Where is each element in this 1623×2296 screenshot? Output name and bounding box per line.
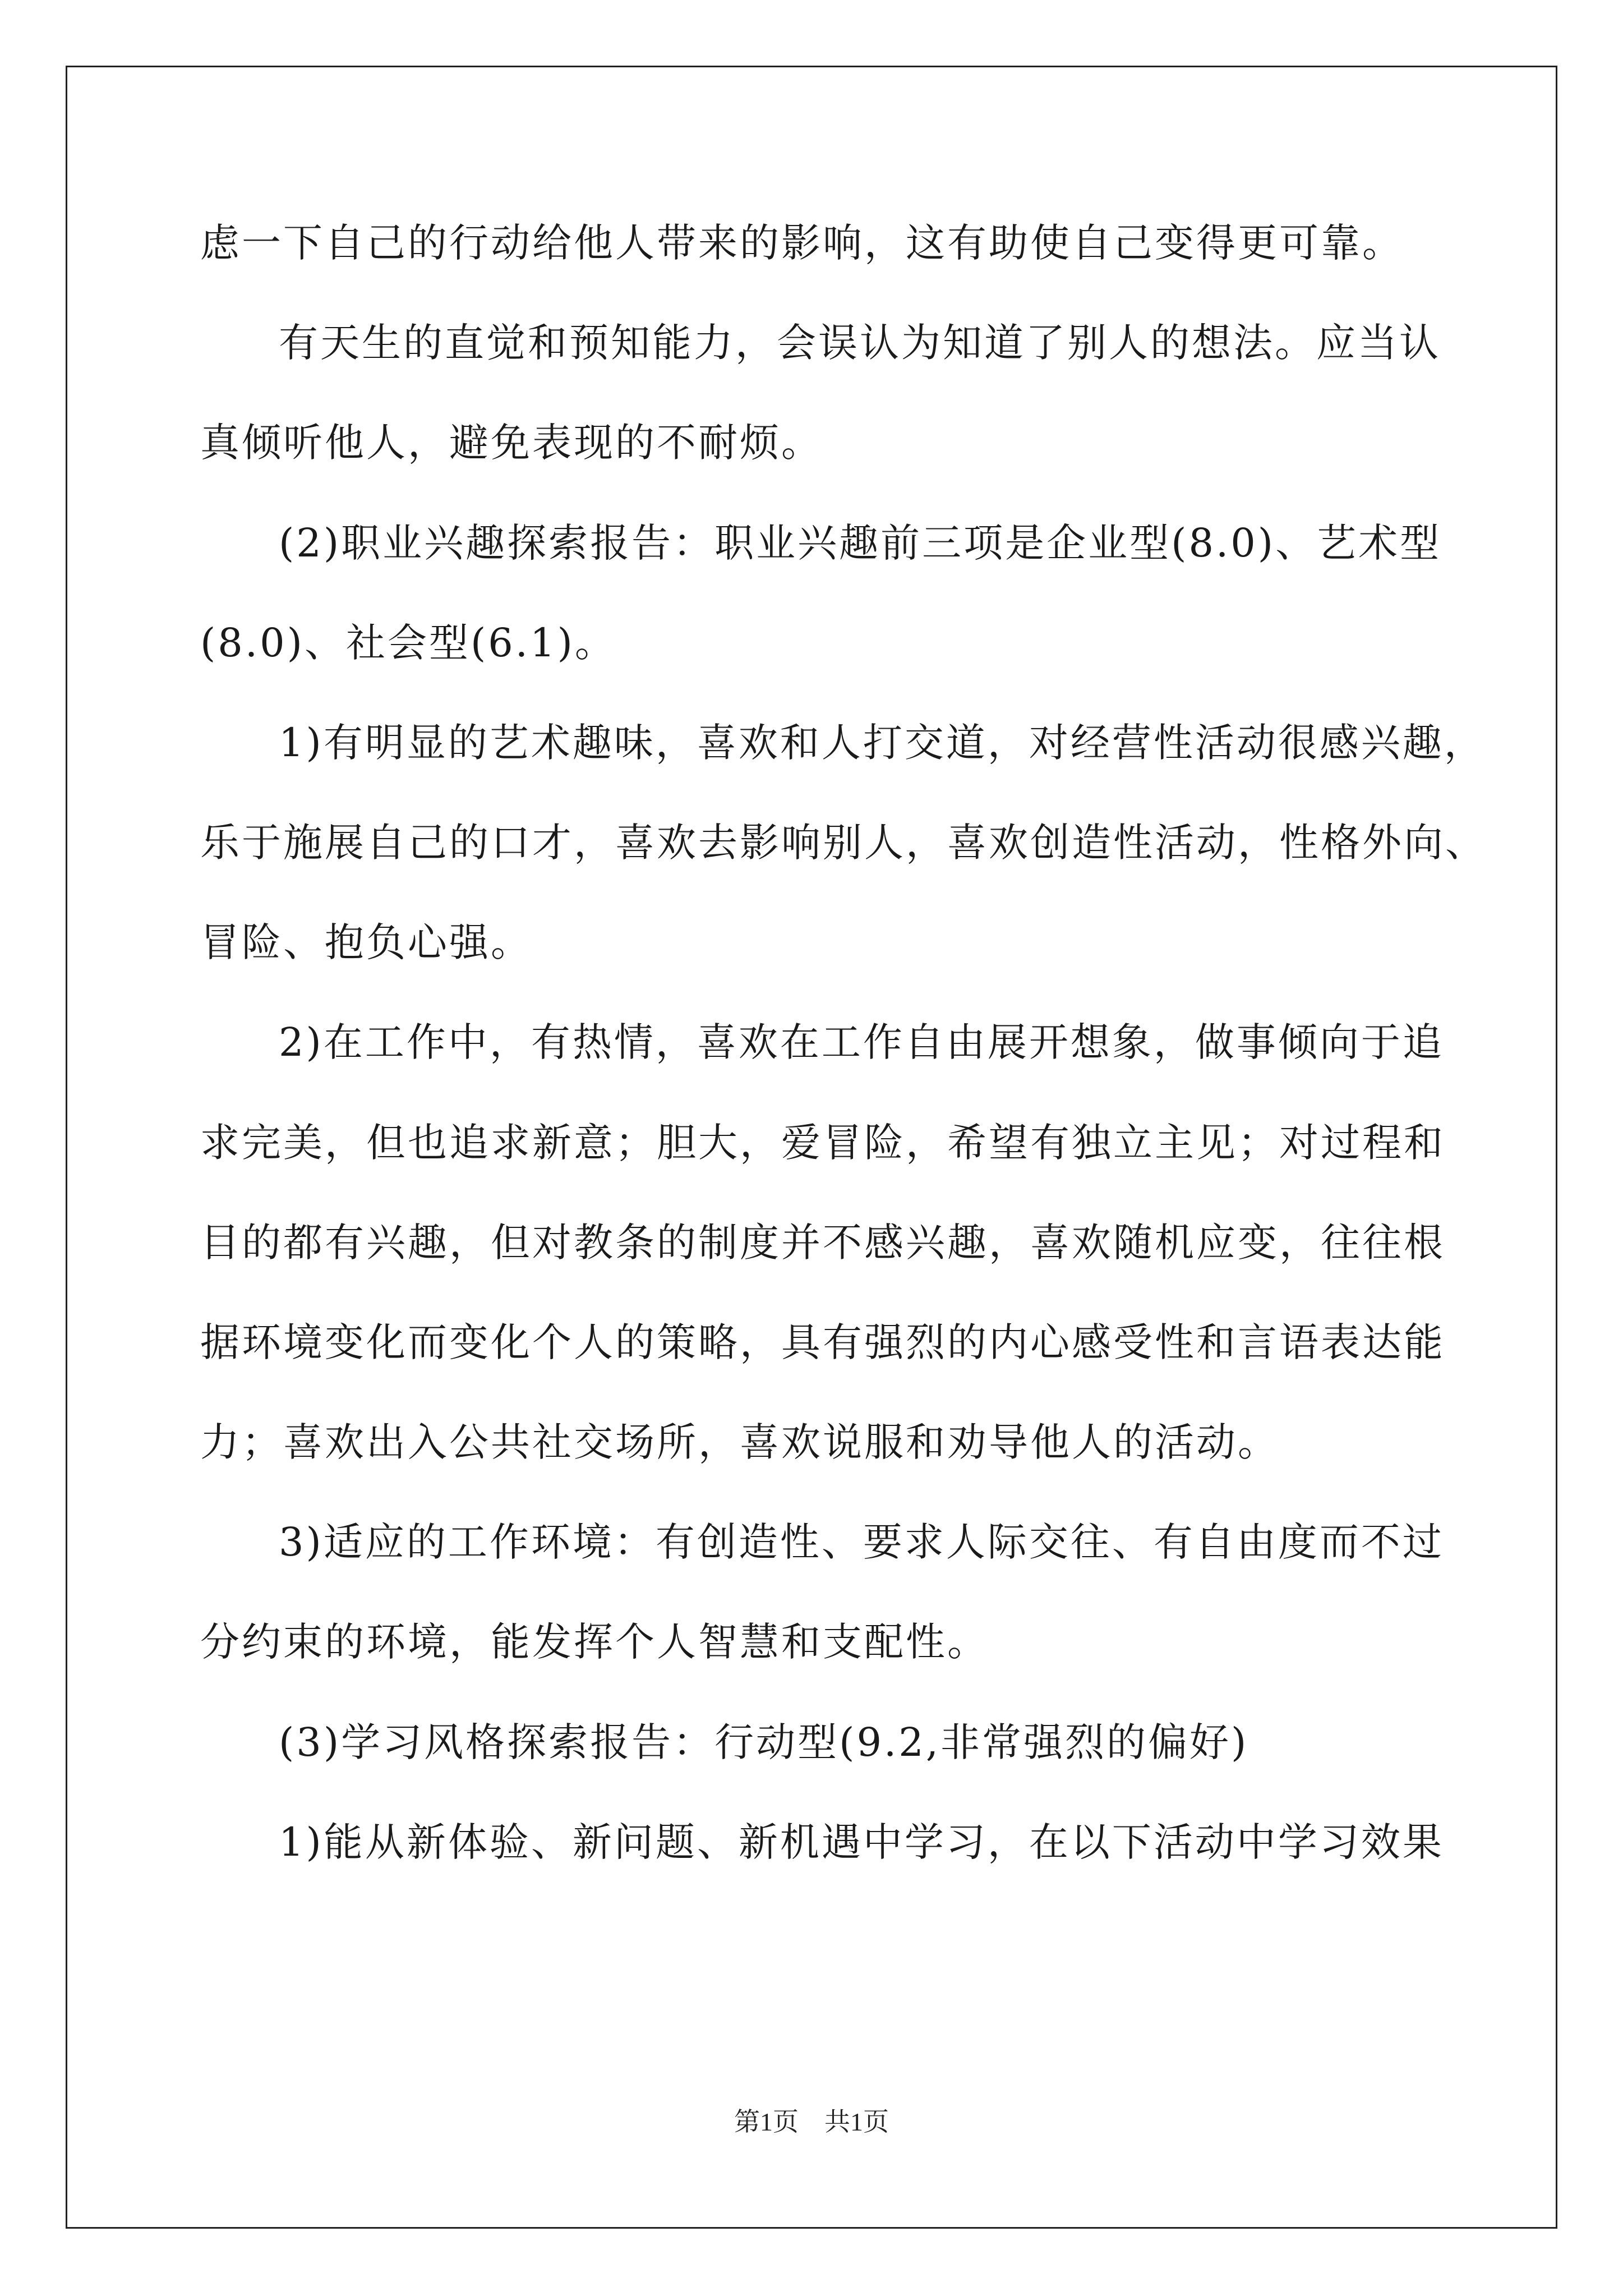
text-line: 求完美，但也追求新意；胆大，爱冒险，希望有独立主见；对过程和 (200, 1120, 1445, 1166)
text-line: (2)职业兴趣探索报告：职业兴趣前三项是企业型(8.0)、艺术型 (279, 520, 1442, 566)
text-line: 力；喜欢出入公共社交场所，喜欢说服和劝导他人的活动。 (200, 1419, 1279, 1465)
text-line: 分约束的环境，能发挥个人智慧和支配性。 (200, 1619, 989, 1665)
text-line: 目的都有兴趣，但对教条的制度并不感兴趣，喜欢随机应变，往往根 (200, 1220, 1445, 1266)
text-line: 有天生的直觉和预知能力，会误认为知道了别人的想法。应当认 (279, 320, 1441, 366)
page-footer (0, 2105, 1623, 2139)
text-line: (3)学习风格探索报告：行动型(9.2,非常强烈的偏好) (279, 1719, 1249, 1765)
text-line: 虑一下自己的行动给他人带来的影响，这有助使自己变得更可靠。 (200, 220, 1404, 266)
page-number-total: 共1页 (824, 2108, 889, 2136)
text-line: 冒险、抱负心强。 (200, 919, 532, 965)
text-line: 1)有明显的艺术趣味，喜欢和人打交道，对经营性活动很感兴趣， (279, 720, 1486, 766)
text-line: 真倾听他人，避免表现的不耐烦。 (200, 420, 823, 466)
text-line: 1)能从新体验、新问题、新机遇中学习，在以下活动中学习效果 (279, 1819, 1444, 1865)
page-number-current: 第1页 (734, 2108, 799, 2136)
text-line: 乐于施展自己的口才，喜欢去影响别人，喜欢创造性活动，性格外向、 (200, 820, 1487, 866)
text-line: (8.0)、社会型(6.1)。 (200, 620, 616, 666)
text-line: 据环境变化而变化个人的策略，具有强烈的内心感受性和言语表达能 (200, 1319, 1445, 1365)
text-line: 3)适应的工作环境：有创造性、要求人际交往、有自由度而不过 (279, 1519, 1444, 1565)
text-line: 2)在工作中，有热情，喜欢在工作自由展开想象，做事倾向于追 (279, 1019, 1444, 1065)
